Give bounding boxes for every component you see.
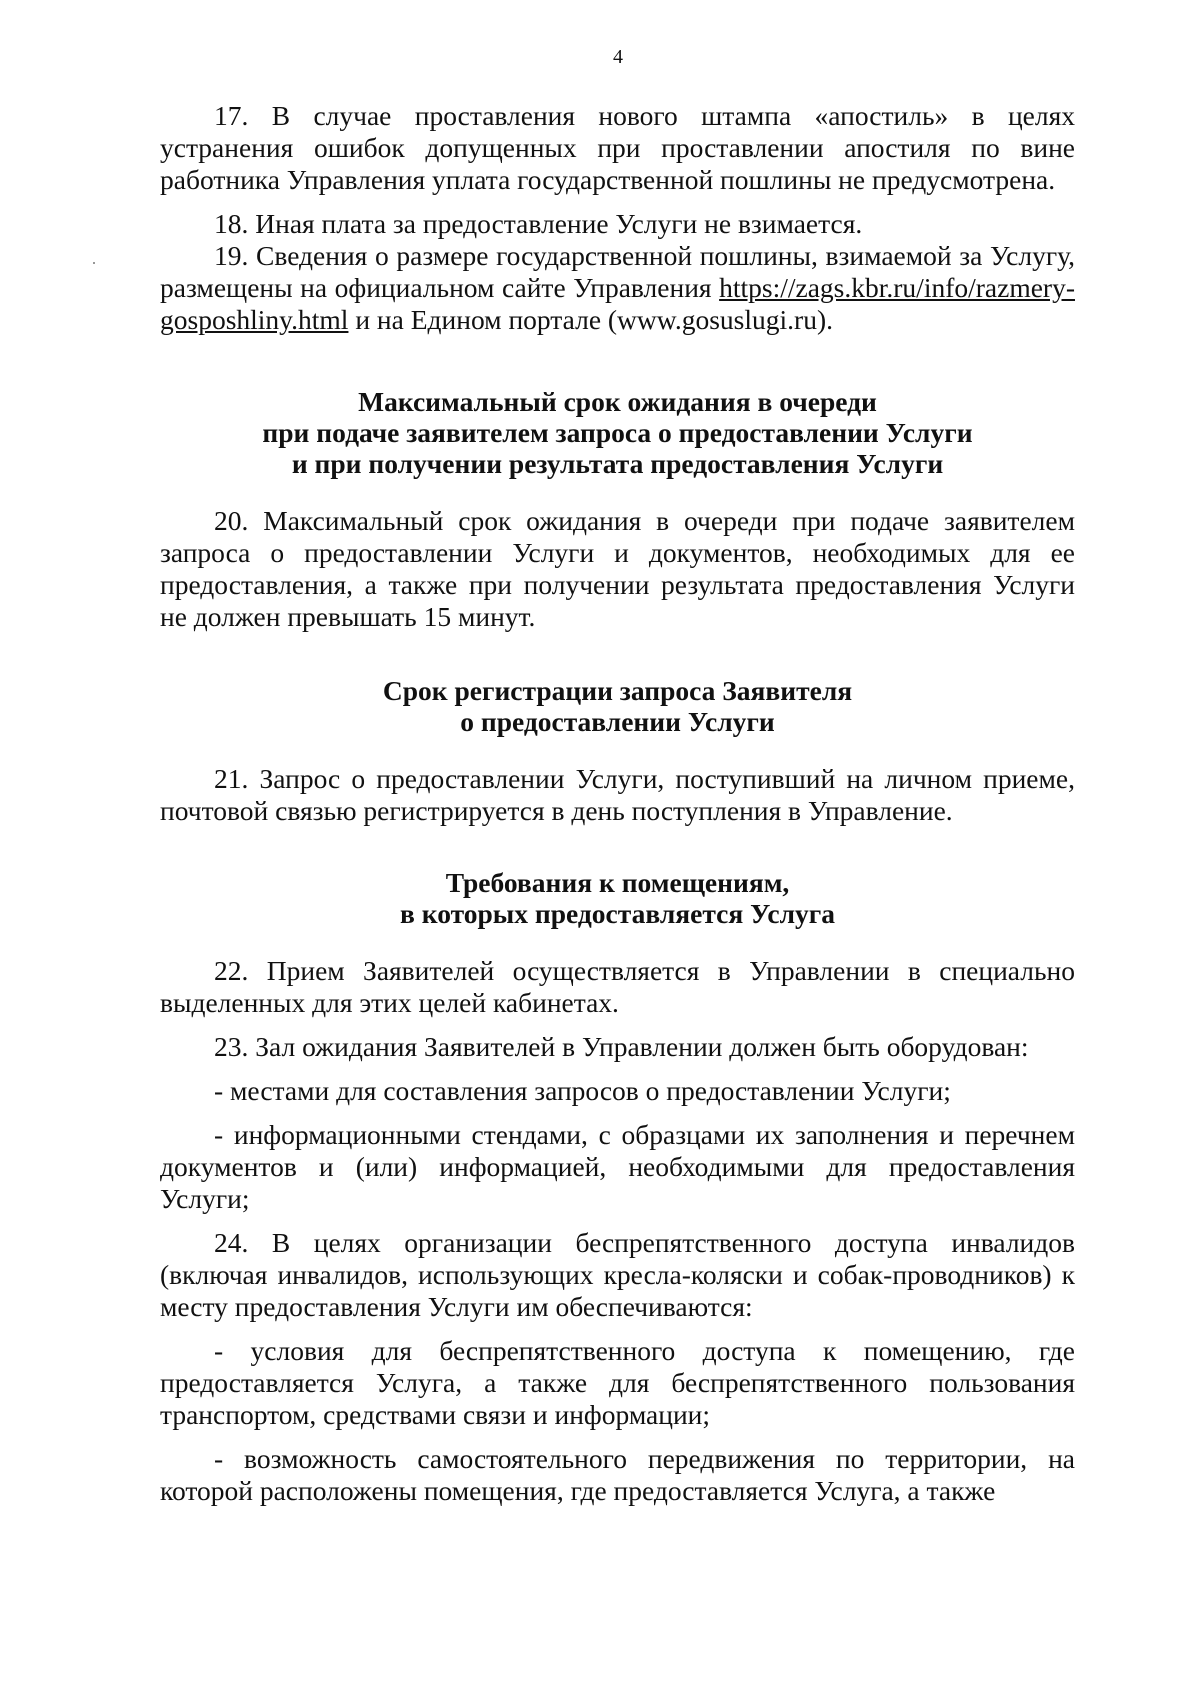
paragraph-19-text: 19. Сведения о размере государственной пошлины, взимаемой за Услугу, размещены на официальном сайте Управления: [160, 240, 1075, 303]
heading-line: Срок регистрации запроса Заявителя: [382, 675, 853, 706]
heading-queue-time: [160, 386, 1075, 479]
list-item-request-places: - местами для составления запросов о предоставлении Услуги;: [214, 1075, 951, 1106]
fees-link[interactable]: https://zags.kbr.ru/info/razmery-gosposhliny.html: [160, 272, 1075, 335]
heading-line: в которых предоставляется Услуга: [400, 898, 835, 929]
heading-line: Требования к помещениям,: [445, 867, 790, 898]
heading-line: при подаче заявителем запроса о предоставлении Услуги: [262, 417, 973, 448]
paragraph-19-tail: и на Едином портале (www.gosuslugi.ru).: [348, 304, 833, 335]
paragraph-21: 21. Запрос о предоставлении Услуги, поступивший на личном приеме, почтовой связью регистрируется в день поступления в Управление.: [160, 763, 1075, 826]
heading-line: Максимальный срок ожидания в очереди: [358, 386, 877, 417]
paragraph-19: [160, 240, 1075, 336]
paragraph-18: 18. Иная плата за предоставление Услуги не взимается.: [214, 208, 863, 239]
list-item-movement: - возможность самостоятельного передвижения по территории, на которой расположены помещения, где предоставляется Услуга, а также: [160, 1443, 1075, 1506]
page-number: 4: [613, 46, 623, 68]
heading-line: о предоставлении Услуги: [460, 706, 775, 737]
heading-line: и при получении результата предоставления Услуги: [291, 448, 944, 479]
list-item-info-stands: - информационными стендами, с образцами их заполнения и перечнем документов и (или) информацией, необходимыми для предоставления Услуги;: [160, 1119, 1075, 1214]
scan-speck: [93, 262, 95, 264]
paragraph-20: 20. Максимальный срок ожидания в очереди при подаче заявителем запроса о предоставлении Услуги и документов, необходимых для ее предоставления, а также при получении результата предоставления Услуги не должен превышать 15 минут.: [160, 505, 1075, 632]
paragraph-24: 24. В целях организации беспрепятственного доступа инвалидов (включая инвалидов, использующих кресла-коляски и собак-проводников) к месту предоставления Услуги им обеспечиваются:: [160, 1227, 1075, 1322]
paragraph-23: 23. Зал ожидания Заявителей в Управлении должен быть оборудован:: [214, 1031, 1029, 1062]
document-body: [160, 100, 1075, 1507]
paragraph-17: 17. В случае проставления нового штампа «апостиль» в целях устранения ошибок допущенных при проставлении апостиля по вине работника Управления уплата государственной пошлины не предусмотрена.: [160, 100, 1075, 195]
list-item-access-conditions: - условия для беспрепятственного доступа к помещению, где предоставляется Услуга, а также для беспрепятственного пользования транспортом, средствами связи и информации;: [160, 1335, 1075, 1430]
heading-premises-requirements: [160, 867, 1075, 929]
heading-registration-time: [160, 675, 1075, 737]
paragraph-22: 22. Прием Заявителей осуществляется в Управлении в специально выделенных для этих целей кабинетах.: [160, 955, 1075, 1018]
